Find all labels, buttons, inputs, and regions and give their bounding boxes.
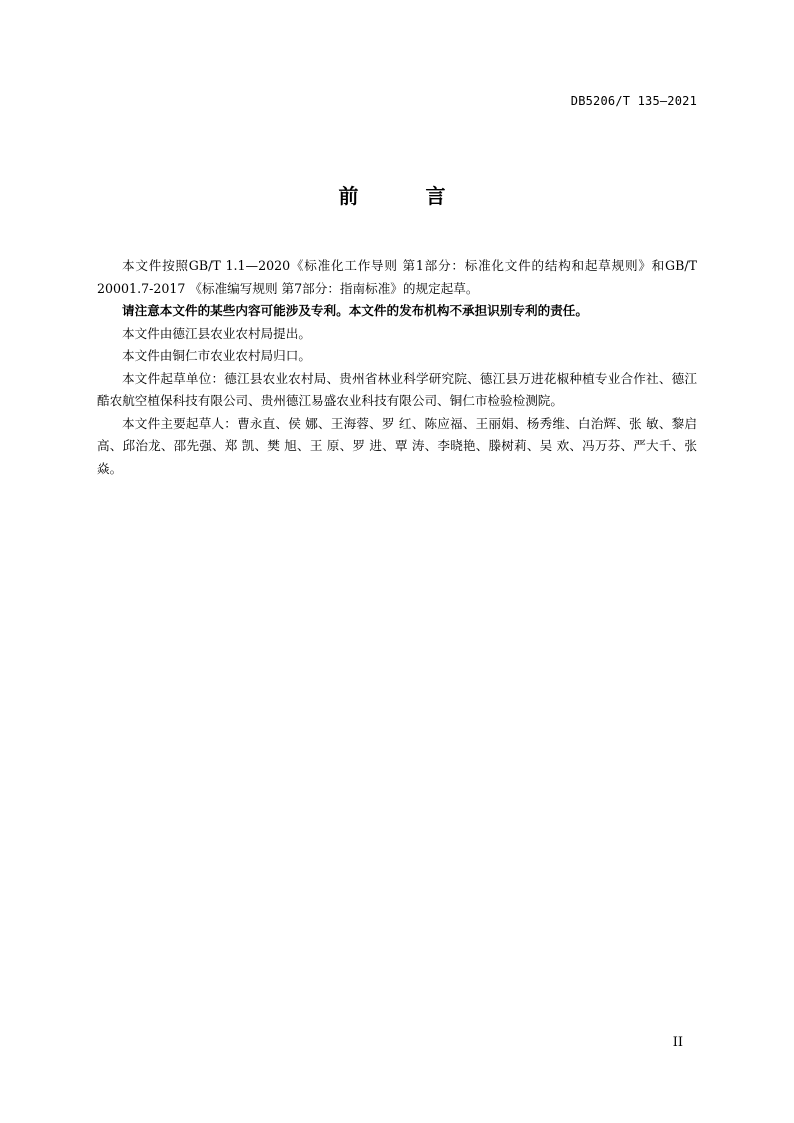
- paragraph-drafting-units: 本文件起草单位：德江县农业农村局、贵州省林业科学研究院、德江县万进花椒种植专业合作社、德江酷农航空植保科技有限公司、贵州德江易盛农业科技有限公司、铜仁市检验检测院。: [97, 370, 697, 408]
- paragraph-patent-notice: 请注意本文件的某些内容可能涉及专利。本文件的发布机构不承担识别专利的责任。: [122, 303, 588, 318]
- paragraph-proposer: 本文件由德江县农业农村局提出。: [122, 325, 311, 341]
- paragraph-main-drafters: 本文件主要起草人：曹永直、侯 娜、王海蓉、罗 红、陈应福、王丽娟、杨秀维、白治辉、张 敏、黎启高、邱治龙、邵先强、郑 凯、樊 旭、王 原、罗 进、覃 涛、李晓艳、滕树莉、吴 欢、冯万芬、严大千、张 焱。: [97, 415, 697, 476]
- foreword-body: [97, 255, 697, 480]
- page-title: 前 言: [338, 184, 476, 208]
- page-number: II: [672, 1035, 683, 1050]
- paragraph-drafting-rules: 本文件按照GB/T 1.1—2020《标准化工作导则 第1部分：标准化文件的结构和起草规则》和GB/T 20001.7-2017 《标准编写规则 第7部分：指南标准》的规定起草。: [97, 258, 697, 296]
- document-code: DB5206/T 135—2021: [570, 94, 697, 108]
- paragraph-centralized-unit: 本文件由铜仁市农业农村局归口。: [122, 348, 311, 363]
